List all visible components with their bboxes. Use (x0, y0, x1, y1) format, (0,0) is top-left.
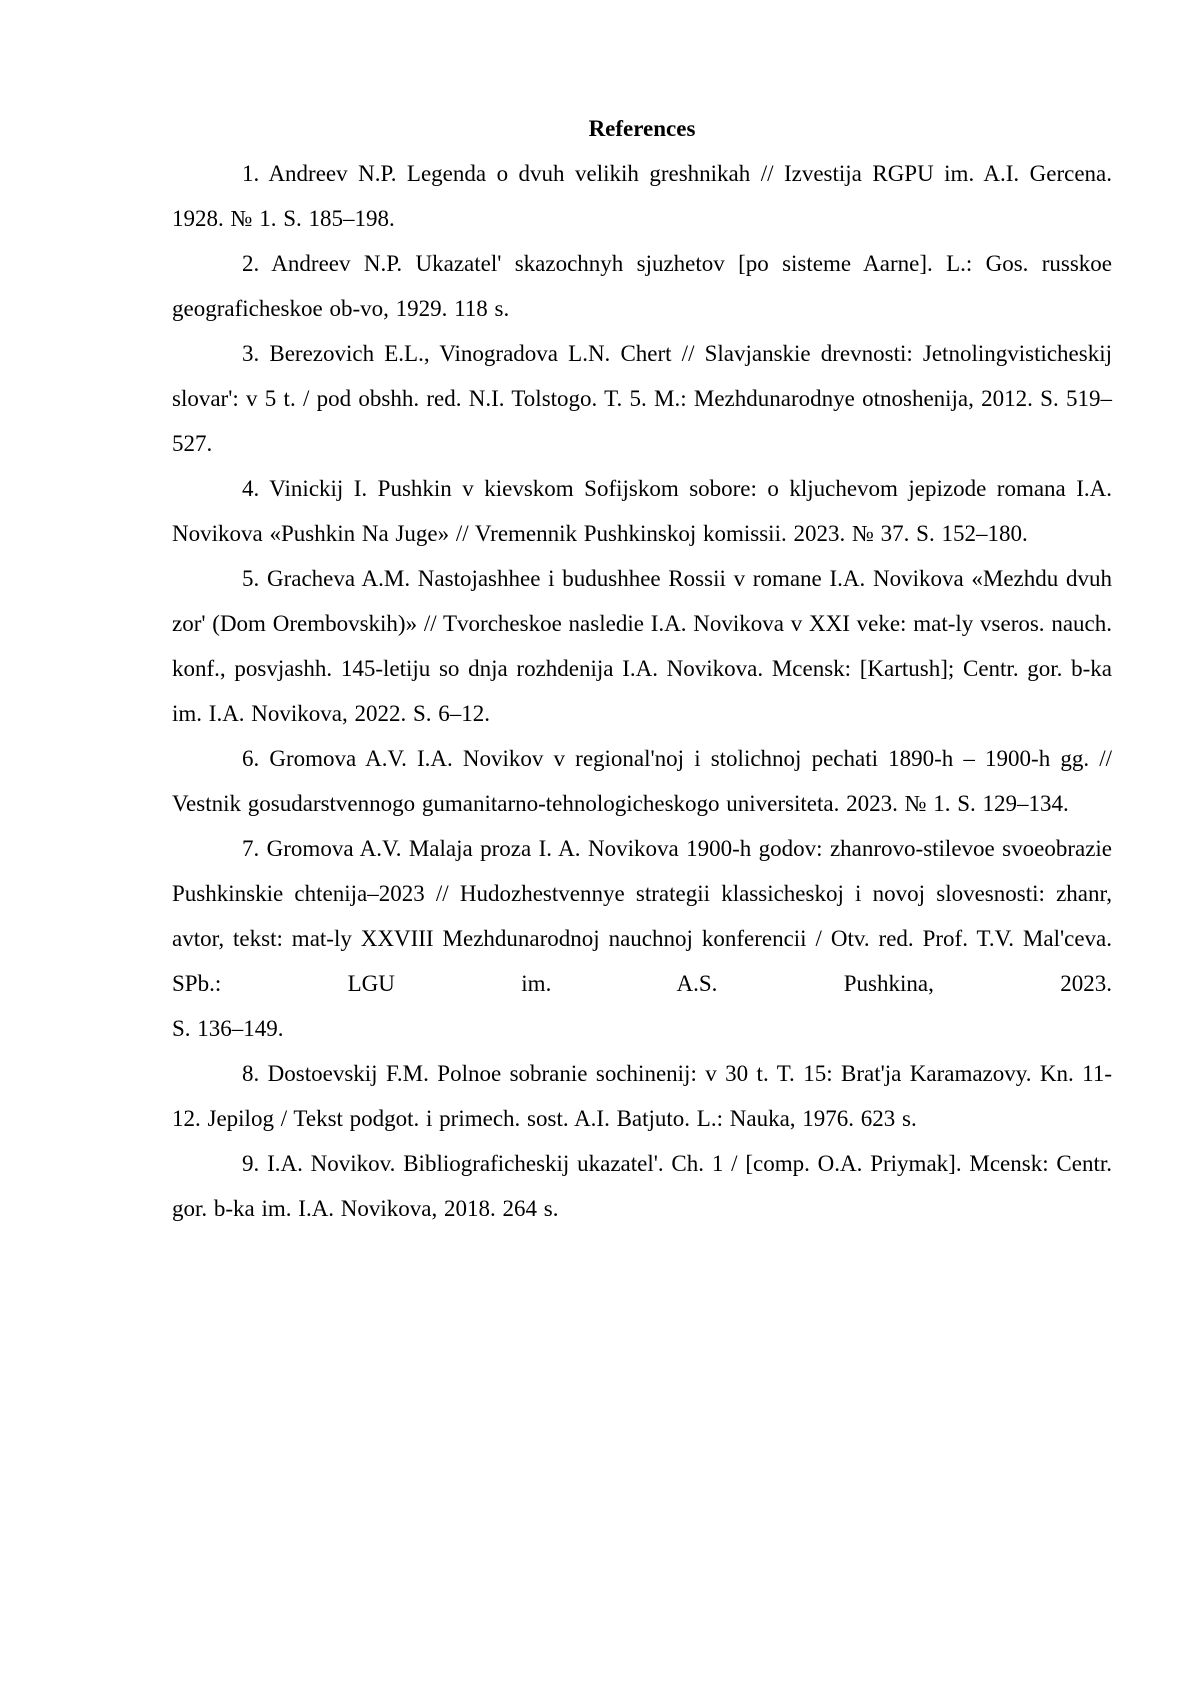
reference-6: 6. Gromova A.V. I.A. Novikov v regional'noj i stolichnoj pechati 1890-h – 1900-h gg. // Vestnik gosudarstvennogo gumanitarno-tehnologicheskogo universiteta. 2023. № 1. S. 129–134. (172, 746, 1112, 816)
reference-7-pages: S. 136–149. (172, 1016, 284, 1041)
reference-5: 5. Gracheva A.M. Nastojashhee i budushhee Rossii v romane I.A. Novikova «Mezhdu dvuh zor' (Dom Orembovskih)» // Tvorcheskoe nasledie I.A. Novikova v XXI veke: mat-ly vseros. nauch. konf., posvjashh. 145-letiju so dnja rozhdenija I.A. Novikova. Mcensk: [Kartush]; Centr. gor. b-ka im. I.A. Novikova, 2022. S. 6–12. (172, 566, 1112, 726)
references-section (172, 106, 1112, 1231)
reference-7: 7. Gromova A.V. Malaja proza I. A. Novikova 1900-h godov: zhanrovo-stilevoe svoeobrazie Pushkinskie chtenija–2023 // Hudozhestvennye strategii klassicheskoj i novoj slovesnosti: zhanr, avtor, tekst: mat-ly XXVIII Mezhdunarodnoj nauchnoj konferencii / Otv. red. Prof. T.V. Mal'ceva. SPb.: LGU im. A.S. Pushkina, 2023. (172, 836, 1112, 996)
reference-4: 4. Vinickij I. Pushkin v kievskom Sofijskom sobore: o kljuchevom jepizode romana I.A. Novikova «Pushkin Na Juge» // Vremennik Pushkinskoj komissii. 2023. № 37. S. 152–180. (172, 476, 1112, 546)
reference-1: 1. Andreev N.P. Legenda o dvuh velikih greshnikah // Izvestija RGPU im. A.I. Gercena. 1928. № 1. S. 185–198. (172, 161, 1112, 231)
reference-3: 3. Berezovich E.L., Vinogradova L.N. Chert // Slavjanskie drevnosti: Jetnolingvisticheskij slovar': v 5 t. / pod obshh. red. N.I. Tolstogo. T. 5. M.: Mezhdunarodnye otnoshenija, 2012. S. 519–527. (172, 341, 1112, 456)
page-title: References (588, 116, 696, 141)
reference-9: 9. I.A. Novikov. Bibliograficheskij ukazatel'. Ch. 1 / [comp. O.A. Priymak]. Mcensk: Centr. gor. b-ka im. I.A. Novikova, 2018. 264 s. (172, 1151, 1112, 1221)
reference-8: 8. Dostoevskij F.M. Polnoe sobranie sochinenij: v 30 t. T. 15: Brat'ja Karamazovy. Kn. 11-12. Jepilog / Tekst podgot. i primech. sost. A.I. Batjuto. L.: Nauka, 1976. 623 s. (172, 1061, 1112, 1131)
reference-2: 2. Andreev N.P. Ukazatel' skazochnyh sjuzhetov [po sisteme Aarne]. L.: Gos. russkoe geograficheskoe ob-vo, 1929. 118 s. (172, 251, 1112, 321)
